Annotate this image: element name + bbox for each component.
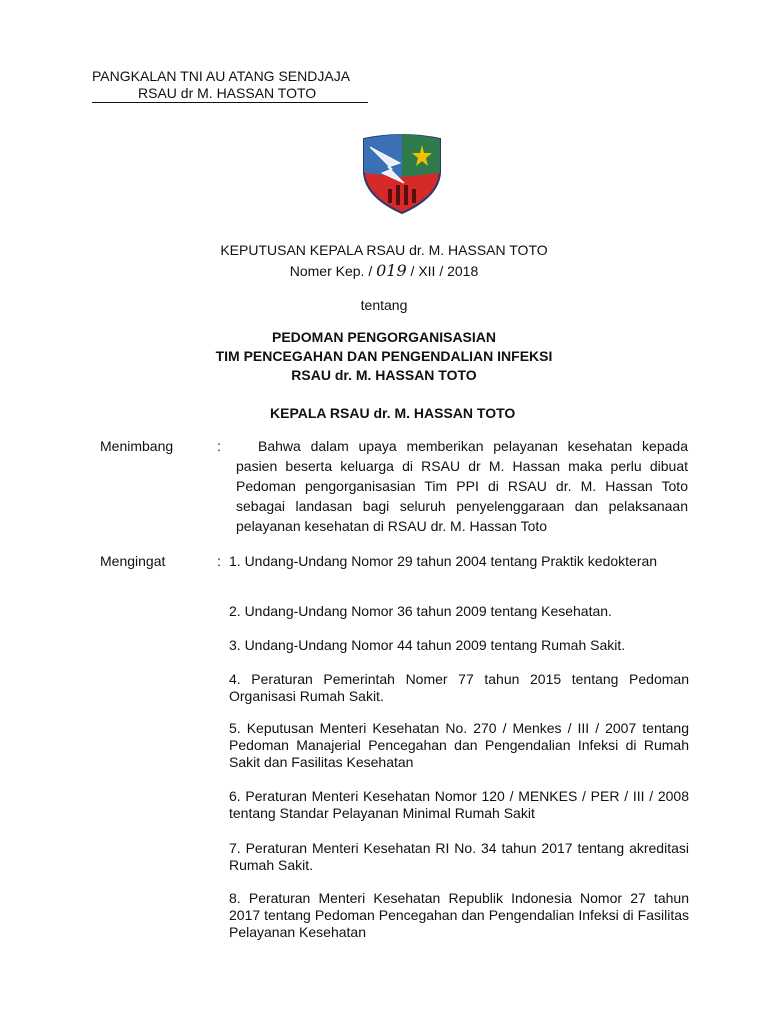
- mengingat-item-5: 5. Keputusan Menteri Kesehatan No. 270 / Menkes / III / 2007 tentang Pedoman Manajerial Pencegahan dan Pengendalian Infeksi di Rumah Sakit dan Fasilitas Kesehatan: [229, 720, 689, 770]
- header-line-1: PANGKALAN TNI AU ATANG SENDJAJA: [92, 68, 351, 84]
- decree-number: [0, 261, 768, 280]
- header-underline: [92, 102, 368, 103]
- subject-line-1: PEDOMAN PENGORGANISASIAN: [271, 329, 497, 345]
- document-header: [92, 68, 372, 103]
- subject-line-3: RSAU dr. M. HASSAN TOTO: [291, 367, 477, 383]
- decree-about: tentang: [360, 297, 408, 313]
- menimbang-colon: :: [217, 438, 221, 454]
- decree-number-handwritten: 019: [376, 261, 407, 280]
- decree-title: KEPUTUSAN KEPALA RSAU dr. M. HASSAN TOTO: [220, 242, 548, 258]
- subject-line-2: TIM PENCEGAHAN DAN PENGENDALIAN INFEKSI: [215, 348, 553, 364]
- decree-authority: KEPALA RSAU dr. M. HASSAN TOTO: [270, 405, 516, 421]
- decree-number-prefix: Nomer Kep. /: [289, 263, 373, 279]
- decree-subject: [0, 328, 768, 385]
- mengingat-item-8: 8. Peraturan Menteri Kesehatan Republik Indonesia Nomor 27 tahun 2017 tentang Pedoman Pencegahan dan Pengendalian Infeksi di Fasilitas Pelayanan Kesehatan: [229, 890, 689, 940]
- mengingat-label: Mengingat: [100, 553, 166, 569]
- mengingat-item-3: 3. Undang-Undang Nomor 44 tahun 2009 tentang Rumah Sakit.: [229, 637, 626, 653]
- mengingat-item-2: 2. Undang-Undang Nomor 36 tahun 2009 tentang Kesehatan.: [229, 603, 612, 619]
- crest-icon: [360, 133, 444, 215]
- mengingat-item-6: 6. Peraturan Menteri Kesehatan Nomor 120 / MENKES / PER / III / 2008 tentang Standar Pelayanan Minimal Rumah Sakit: [229, 788, 689, 821]
- header-line-2: RSAU dr M. HASSAN TOTO: [138, 85, 317, 101]
- menimbang-label: Menimbang: [100, 438, 174, 454]
- mengingat-item-4: 4. Peraturan Pemerintah Nomer 77 tahun 2015 tentang Pedoman Organisasi Rumah Sakit.: [229, 671, 689, 704]
- mengingat-colon: :: [217, 553, 221, 569]
- decree-number-suffix: / XII / 2018: [410, 263, 479, 279]
- mengingat-item-1: 1. Undang-Undang Nomor 29 tahun 2004 tentang Praktik kedokteran: [229, 553, 658, 569]
- menimbang-text: Bahwa dalam upaya memberikan pelayanan kesehatan kepada pasien beserta keluarga di RSAU dr M. Hassan maka perlu dibuat Pedoman pengorganisasian Tim PPI di RSAU dr. M. Hassan Toto sebagai landasan bagi seluruh penyelenggaraan dan pelaksanaan pelayanan kesehatan di RSAU dr. M. Hassan Toto: [236, 438, 688, 534]
- mengingat-item-7: 7. Peraturan Menteri Kesehatan RI No. 34 tahun 2017 tentang akreditasi Rumah Sakit.: [229, 840, 689, 873]
